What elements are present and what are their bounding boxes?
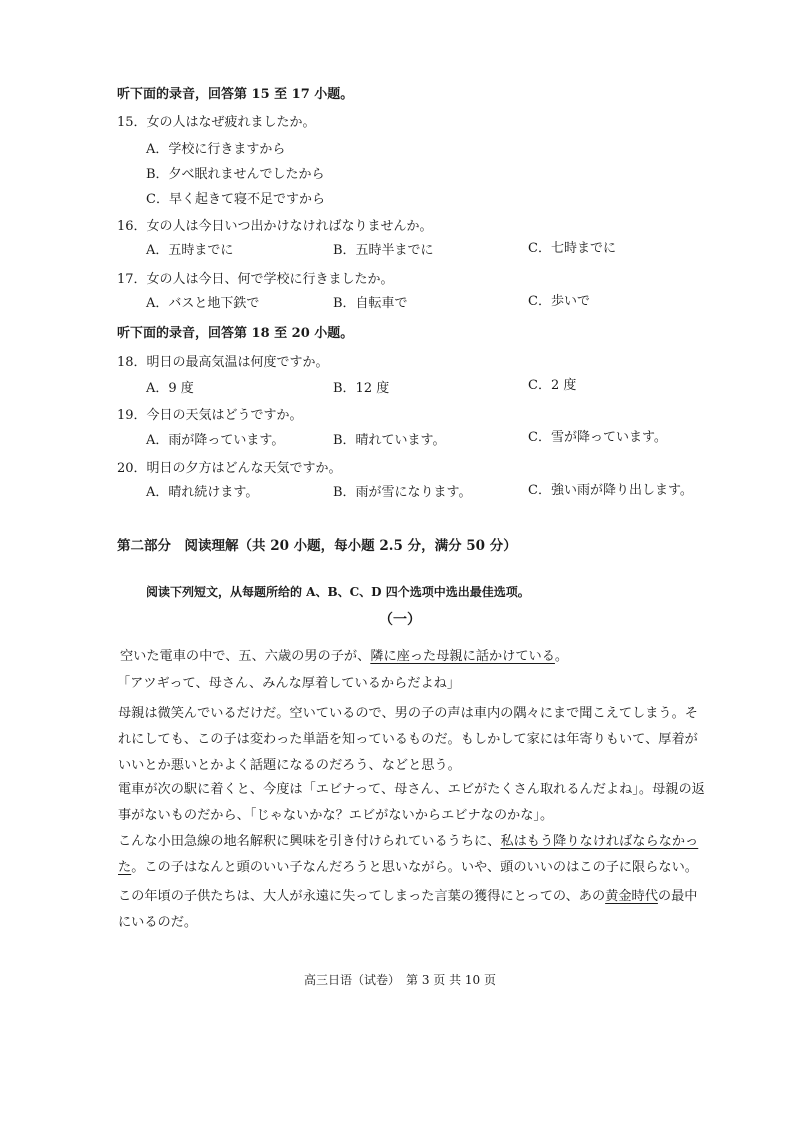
question-16-stem: 16．女の人は今日いつ出かけなければなりませんか。 [117, 219, 433, 234]
underlined-phrase-2: 私はもう降りなければならなかった [118, 834, 699, 875]
question-19-option-c: C．雪が降っています。 [528, 430, 667, 445]
question-18-option-a: A．9 度 [146, 381, 194, 396]
passage-paragraph-6: この年頃の子供たちは、大人が永遠に失ってしまった言葉の獲得にとっての、あの黄金時代の最中にいるのだ。 [118, 889, 698, 930]
question-18-stem: 18．明日の最高気温は何度ですか。 [117, 355, 329, 370]
passage-paragraph-2: 「アツギって、母さん、みんな厚着しているからだよね」 [117, 676, 461, 691]
page-footer: 高三日语（试卷） 第 3 页 共 10 页 [304, 973, 496, 987]
question-20-option-c: C．強い雨が降り出します。 [528, 483, 693, 498]
underlined-phrase-3: 黄金時代 [605, 889, 658, 904]
question-17-stem: 17．女の人は今日、何で学校に行きましたか。 [117, 272, 394, 287]
question-20-stem: 20．明日の夕方はどんな天気ですか。 [117, 461, 342, 476]
question-16-option-c: C．七時までに [528, 241, 616, 256]
passage-paragraph-5: こんな小田急線の地名解釈に興味を引き付けられているうちに、私はもう降りなければならなかった。この子はなんと頭のいい子なんだろうと思いながら。いや、頭のいいのはこの子に限らない。 [118, 834, 699, 875]
passage-paragraph-4: 電車が次の駅に着くと、今度は「エビナって、母さん、エビがたくさん取れるんだよね」。母親の返事がないものだから、「じゃないかな？エビがないからエビナなのかな」。 [118, 782, 705, 823]
question-15-option-c: C．早く起きて寝不足ですから [146, 192, 325, 207]
listening-instruction-15-17: 听下面的录音，回答第 15 至 17 小题。 [117, 87, 354, 102]
question-17-option-a: A．バスと地下鉄で [146, 296, 260, 311]
underlined-phrase-1: 隣に座った母親に話かけている [370, 649, 555, 664]
question-15-stem: 15．女の人はなぜ疲れましたか。 [117, 115, 316, 130]
question-17-option-c: C．歩いで [528, 294, 590, 309]
question-16-option-b: B．五時半までに [333, 243, 434, 258]
question-15-option-a: A．学校に行きますから [146, 142, 286, 157]
reading-instruction: 阅读下列短文，从每题所给的 A、B、C、D 四个选项中选出最佳选项。 [146, 585, 530, 599]
question-20-option-a: A．晴れ続けます。 [146, 485, 259, 500]
passage-paragraph-1: 空いた電車の中で、五、六歳の男の子が、隣に座った母親に話かけている。 [120, 649, 569, 664]
question-18-option-c: C．2 度 [528, 378, 577, 393]
question-19-option-a: A．雨が降っています。 [146, 433, 285, 448]
question-20-option-b: B．雨が雪になります。 [333, 485, 472, 500]
question-19-stem: 19．今日の天気はどうですか。 [117, 408, 303, 423]
listening-instruction-18-20: 听下面的录音，回答第 18 至 20 小题。 [117, 326, 354, 341]
question-18-option-b: B．12 度 [333, 381, 390, 396]
question-17-option-b: B．自転車で [333, 296, 408, 311]
section-2-heading: 第二部分 阅读理解（共 20 小题，每小题 2.5 分，满分 50 分） [117, 538, 517, 554]
passage-paragraph-3: 母親は微笑んでいるだけだ。空いているので、男の子の声は車内の隅々にまで聞こえてしまう。それにしても、この子は変わった単語を知っているものだ。もしかして家には年寄りもいて、厚着がいいとか悪いとかよく話題になるのだろう、などと思う。 [118, 706, 698, 773]
question-16-option-a: A．五時までに [146, 243, 234, 258]
passage-number: （一） [379, 612, 421, 628]
question-19-option-b: B．晴れています。 [333, 433, 446, 448]
question-15-option-b: B．夕べ眠れませんでしたから [146, 167, 325, 182]
